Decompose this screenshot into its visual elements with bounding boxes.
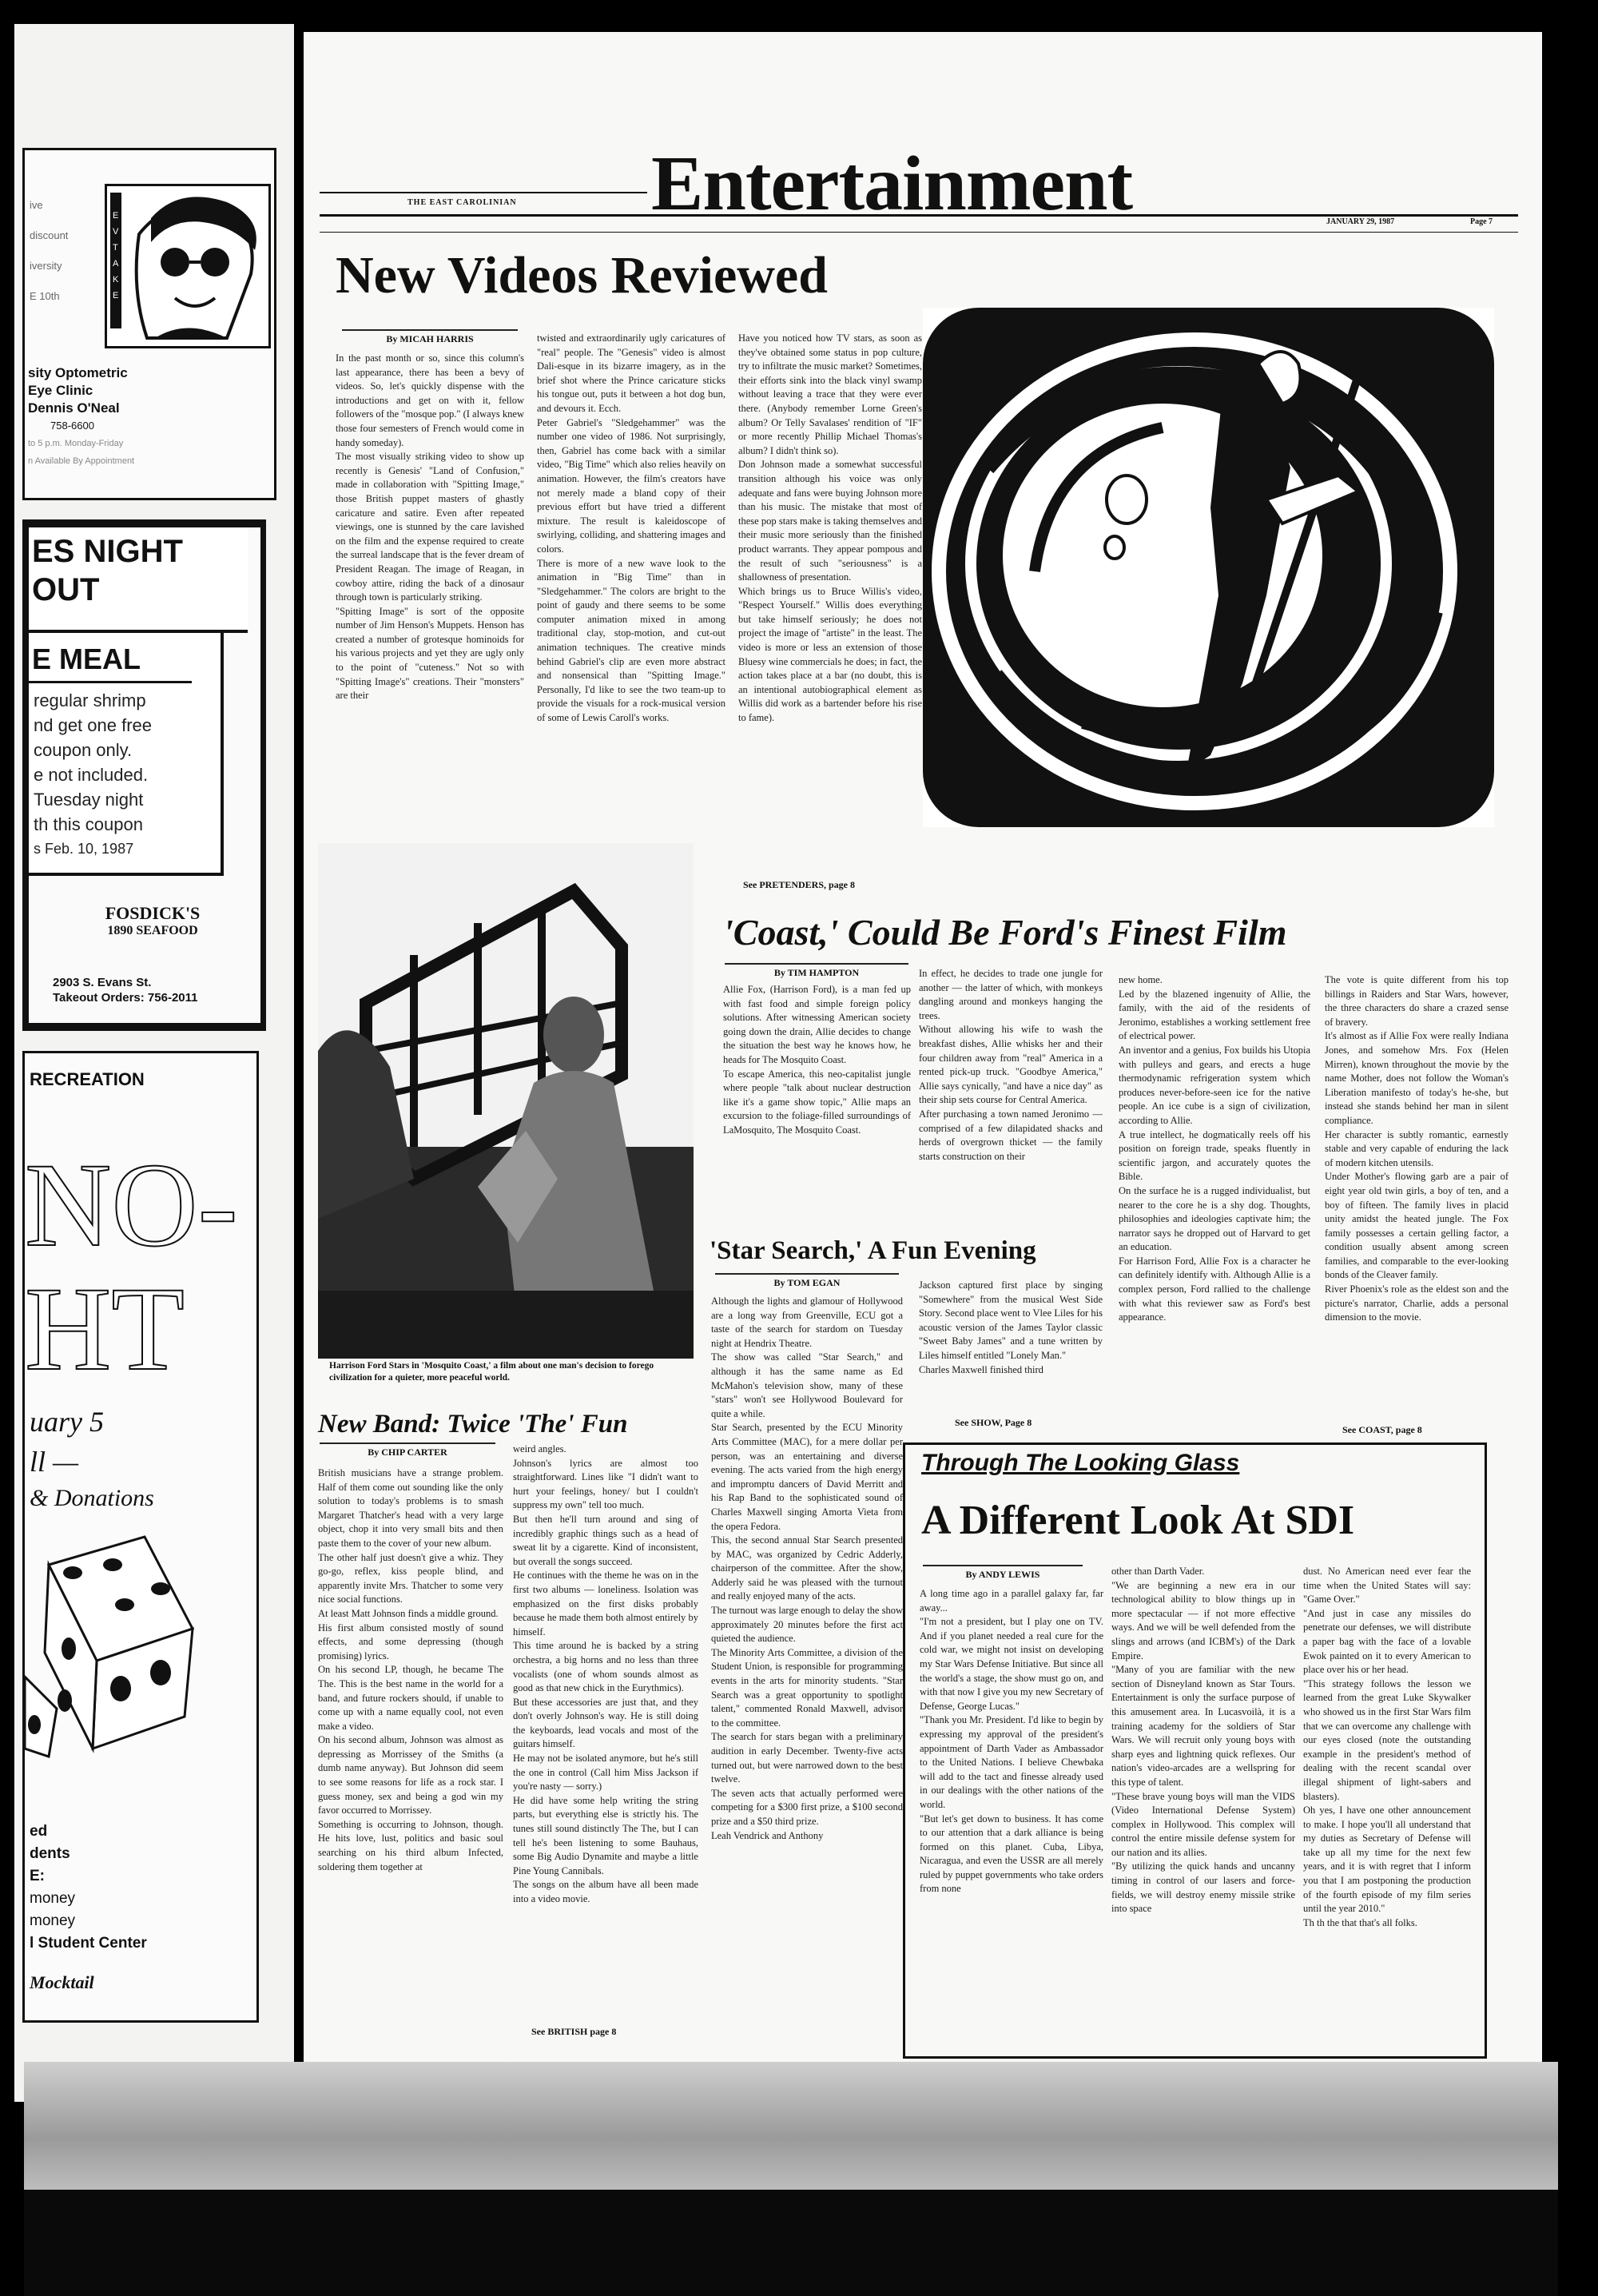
- scan-bottom-dark: [24, 2190, 1558, 2296]
- ad-optometric-text: [28, 364, 268, 470]
- ad-recreation: [22, 1051, 259, 2023]
- ad-optometric-partial-text: [30, 190, 109, 312]
- videos-see: See PRETENDERS, page 8: [743, 879, 856, 890]
- masthead-rule-top: [320, 192, 647, 193]
- fosdicks-name: FOSDICK'S: [105, 903, 201, 923]
- section-title: Entertainment: [651, 141, 1133, 227]
- swirl-figure-illustration: [923, 308, 1494, 827]
- recreation-line: money: [30, 1912, 76, 1929]
- paper-name: THE EAST CAROLINIAN: [407, 198, 517, 207]
- coupon-line: nd get one free: [34, 715, 153, 735]
- banner-line1: ES NIGHT: [32, 534, 183, 569]
- coupon-line: e not included.: [34, 765, 149, 785]
- recreation-line: E:: [30, 1868, 45, 1884]
- photo-caption: Harrison Ford Stars in 'Mosquito Coast,' a film about one man's decision to forego civilization for a quieter, more peaceful world.: [329, 1361, 654, 1383]
- optometric-hours2: n Available By Appointment: [28, 456, 135, 466]
- optometric-line3: Dennis O'Neal: [28, 400, 120, 416]
- recreation-line: ed: [30, 1823, 48, 1840]
- videos-col3: Have you noticed how TV stars, as soon as they've obtained some status in pop culture, try to infiltrate the music market? Sometimes, their efforts sink into the black vinyl swamp without leaving a trace that they were ever there. (Anybody remember Lorne Green's album? Or Telly Savalases' rendition of "IF" or more recently Phillip Michael Thomas's album? I didn't think so). Don Johnson made a somewhat successful transition although his voice was only adequate and fans were buying Johnson more than his music. The mistake that most of these pop stars make is taking themselves and their music more seriously than the finished product warrants. They appear pompous and the result of such "seriousness" is a shallowness of presentation. Which brings us to Bruce Willis's video, "Respect Yourself." Willis does everything but take himself seriously; he does not project the image of "artiste" in the least. The video is more or less an extension of those Bluesy wine commercials he does; in fact, the action takes place at a bar (no doubt, this is an intentional autobiographical element as Willis did work as a bartender before his rise to fame).: [738, 332, 922, 724]
- header-date: JANUARY 29, 1987: [1326, 217, 1395, 226]
- sdi-headline: A Different Look At SDI: [921, 1498, 1355, 1543]
- sdi-kicker: Through The Looking Glass: [921, 1450, 1240, 1476]
- coupon-line: s Feb. 10, 1987: [34, 841, 134, 857]
- sdi-col1: A long time ago in a parallel galaxy far, far away... "I'm not a president, but I play one on TV. And if you planet needed a real cure for the cold war, we might not insist on developing my Star Wars Defense Initiative. But since all the world's a stage, the show must go on, and with that now I give you my new Secretary of Defense, George Lucas." "Thank you Mr. President. I'd like to begin by expressing my approval of the president's appointment of Darth Vader as Ambassador to the United Nations. I believe Chewbaka will add to the tact and finesse already used in our dealings with the other nations of the world. "But let's get down to business. It has come to our attention that a dark alliance is being formed on this planet. Cuba, Libya, Nicaragua, and even the USSR are all merely ruled by puppet governments who take orders from none: [920, 1588, 1103, 1895]
- videos-byline: By MICAH HARRIS: [342, 329, 518, 345]
- fosdicks-takeout: Takeout Orders: 756-2011: [53, 991, 198, 1005]
- coast-col4: The vote is quite different from his top billings in Raiders and Star Wars, however, the three characters do share a crazed sense of bravery. It's almost as if Allie Fox were really Indiana Jones, and somehow Mrs. Fox (Helen Mirren), known throughout the movie by the name Mother, does not follow the Woman's Liberation manifesto of today's he-she, but instead she stands behind her man in silent compliance. Her character is subtly romantic, earnestly stable and very capable of enduring the lack of modern kitchen utensils. Under Mother's flowing garb are a pair of eight year old twin girls, a boy of ten, and a boy of fifteen. The family lives in placid unity amidst the heated jungle. The Fox family possesses a certain gelling factor, a condition usually absent among screen families, and comparable to the ever-looking bonds of the Cleaver family. River Phoenix's role as the eldest son and the picture's narrator, Charlie, adds a personal dimension to the movie.: [1325, 974, 1509, 1323]
- scan-bottom-edge: [24, 2062, 1558, 2190]
- videos-col2: twisted and extraordinarily ugly caricatures of "real" people. The "Genesis" video is almost Dali-esque in its bizarre imagery, as in the brief shot where the Prince caricature sticks his tongue out, puts it between a hot dog bun, and devours it. Ecch. Peter Gabriel's "Sledgehammer" was the number one video of 1986. Not surprisingly, then, Gabriel has come back with a similar video, "Big Time" which also relies heavily on animation. However, the film's creators have not merely made a bland copy of their previous effort but have tried a different mixture. The result is kaleidoscope of swirlying, colliding, and shattering images and colors. There is more of a new wave look to the animation in "Big Time" than in "Sledgehammer." The colors are bright to the point of gaudy and there seems to be some computer animation mixed in among traditional clay, stop-motion, and cut-out animation techniques. The creative minds behind Gabriel's clip are even more abstract and nonsensical than "Spitting Image." Personally, I'd like to see the two team-up to provide the visuals for a rock-musical version of some of Lewis Caroll's works.: [537, 332, 725, 724]
- partial-line: iversity: [30, 260, 62, 272]
- art-letter: E: [113, 211, 119, 221]
- star-headline: 'Star Search,' A Fun Evening: [710, 1236, 1036, 1265]
- illustration-box: [923, 308, 1494, 827]
- coupon-line: coupon only.: [34, 740, 133, 760]
- recreation-bottom: [30, 1820, 147, 1955]
- art-letter: T: [113, 243, 118, 253]
- star-col2: Jackson captured first place by singing "Somewhere" from the musical West Side Story. Second place went to Vlee Liles for his acoustic version of the James Taylor classic "Sweet Baby James" and a tune written by Liles himself entitled "Lonely Man." Charles Maxwell finished third: [919, 1279, 1103, 1375]
- recreation-mocktail: Mocktail: [30, 1972, 94, 1992]
- recreation-donations: & Donations: [30, 1485, 154, 1511]
- fosdicks-address: [53, 975, 252, 1005]
- coupon-lines: [29, 683, 221, 861]
- sdi-box: [903, 1442, 1487, 2059]
- art-letter: V: [113, 227, 119, 237]
- coupon-line: th this coupon: [34, 814, 143, 834]
- art-letter: E: [113, 291, 119, 300]
- header-page: Page 7: [1470, 217, 1493, 226]
- dice-icon: [25, 1533, 209, 1773]
- fosdicks-sub: 1890 SEAFOOD: [107, 924, 198, 937]
- art-letter: A: [113, 259, 119, 269]
- ad-optometric: [22, 148, 276, 500]
- coupon-line: Tuesday night: [34, 790, 144, 810]
- optometric-phone: 758-6600: [50, 420, 94, 432]
- star-see: See SHOW, Page 8: [955, 1417, 1032, 1428]
- coast-col2: In effect, he decides to trade one jungle for another — the latter of which, with monkeys dangling around and monkeys hanging the trees. Without allowing his wife to wash the breakfast dishes, Allie whisks her and their four children away from "real" America in a rented pick-up truck. "Goodbye America," Allie says cynically, "and have a nice day" as their ship sets course for Central America. After purchasing a town named Jeronimo — comprised of a few dilapidated shacks and herds of overgrown thicket — the family starts construction on their: [919, 968, 1103, 1162]
- harrison-ford-photo: [318, 843, 694, 1359]
- header-rule-bottom: [320, 232, 1518, 233]
- recreation-line: dents: [30, 1845, 70, 1862]
- coupon-meal: E MEAL: [29, 633, 192, 683]
- videos-headline: New Videos Reviewed: [336, 246, 828, 304]
- fosdicks-inner: [29, 527, 260, 1023]
- recreation-line: l Student Center: [30, 1935, 147, 1952]
- eyeglasses-face-illustration: [107, 186, 268, 346]
- optometric-line2: Eye Clinic: [28, 383, 93, 398]
- sdi-byline: By ANDY LEWIS: [923, 1565, 1083, 1581]
- photo-scene: [318, 843, 694, 1359]
- partial-line: E 10th: [30, 290, 60, 302]
- recreation-big1: NO-: [25, 1139, 238, 1271]
- band-col1: British musicians have a strange problem. Half of them come out sounding like the only solution to today's problems is to smash Margaret Thatcher's head with a very large object, chop it into very small bits and then paste them to the cover of your new album. The other half just doesn't give a whiz. They go-go, reflex, kiss people blind, and apparently invite Mrs. Thatcher to some very nice social functions. At least Matt Johnson finds a middle ground. His first album consisted mostly of sound effects, and some depressing (though promising) lyrics. On his second LP, though, he became The The. This is the best name in the world for a band, and future rockers should, if unable to come up with a name equally cool, not even make a video. On his second album, Johnson was almost as depressing as Morrissey of the Smiths (a dumb name anyway). But Johnson did seem to see some reasons for life as a rock star. I guess money, sex and being a god win my favor occurred to Morrissey. Something is occurring to Johnson, though. He hits love, lust, politics and basic soul searching on his third album Infected, soldering them together at: [318, 1467, 503, 1872]
- recreation-venue: ll —: [30, 1446, 79, 1478]
- videos-col1: In the past month or so, since this column's last appearance, there has been a bevy of videos. So, let's quickly dispense with the introductions and get on with it, fellow followers of the "mosque pop." (I always knew those four semesters of French would come in handy someday). The most visually striking video to show up recently is Genesis' "Land of Confusion," made in collaboration with "Spitting Image," those British puppet masters of ghastly caricature and satire. Even after repeated viewings, one is stunned by the care lavished on the film and the expense required to create the surreal landscape that is the fever dream of President Reagan. The image of Reagan, in cowboy attire, riding the back of a dinosaur through town is particularly striking. "Spitting Image" is sort of the opposite number of Jim Henson's Muppets. Henson has created a number of grotesque hominoids for his various projects and yet they are ugly only to the point of "cuteness." Not so with "Spitting Image's" creations. Their "monsters" are their: [336, 352, 524, 702]
- recreation-line: money: [30, 1890, 76, 1907]
- band-col2: weird angles. Johnson's lyrics are almost too straightforward. Lines like "I didn't want to hurt your feelings, honey/ but I couldn't suppress my own" tell too much. But then he'll turn around and sing of incredibly graphic things such as a head of sweat lit by a cigarette. Kind of inconsistent, but overall the songs succeed. He continues with the theme he was on in the first two albums — loneliness. Isolation was emphasized on the first disks probably because he made them both almost entirely by himself. This time around he is backed by a string orchestra, a big horns and no less than three vocalists (one of whom sounds almost as good as that new chick in the Eurythmics). But these accessories are just that, and they don't overly Johnson's way. He is still doing the keyboards, lead vocals and most of the guitars himself. He may not be isolated anymore, but he's still the one in control (Call him Miss Jackson if you're nasty — sorry.) He did have some help writing the string parts, but everything else is strictly his. The tunes still sound distinctly The The, but I can tell he's been listening to some Bauhaus, some Big Audio Dynamite and maybe a little Pine Young Cannibals. The songs on the album have all been made into a video movie.: [513, 1443, 698, 1904]
- star-col1: Although the lights and glamour of Hollywood are a long way from Greenville, ECU got a taste of the search for stardom on Tuesday night at Hendrix Theatre. The show was called "Star Search," and although it has the same name as Ed McMahon's television show, many of these "stars" won't see Hollywood Boulevard for quite a while. Star Search, presented by the ECU Minority Arts Committee (MAC), for a mere dollar per person, was an entertaining and diverse evening. The acts varied from the high energy and impromptu dancers of David Merritt and his Rap Band to the sophisticated sound of Charles Maxwell singing Amorta Vieta from the opera Fedora. This, the second annual Star Search presented by MAC, was organized by Cedric Adderly, chairperson of the committee. After the show, Adderly said he was pleased with the turnout and really enjoyed many of the acts. The turnout was large enough to delay the show approximately 20 minutes before the first act quieted the audience. The Minority Arts Committee, a division of the Student Union, is responsible for programming events in the arts for minority students. "Star Search was a great opportunity to spotlight talent," commented Ronald Maxwell, advisor to the committee. The search for stars began with a preliminary audition in early December. Twenty-five acts turned out, but were narrowed down to the best twelve. The seven acts that actually performed were competing for a $300 first prize, a $100 second prize and a $50 third prize. Leah Vendrick and Anthony: [711, 1295, 903, 1841]
- art-letter: K: [113, 275, 119, 285]
- coupon-line: regular shrimp: [34, 690, 146, 710]
- coast-col3: new home. Led by the blazened ingenuity of Allie, the family, with the aid of the residents of Jeronimo, establishes a working settlement free of electrical power. An inventor and a genius, Fox builds his Utopia with pulleys and gears, and erects a huge thermodynamic refrigeration system which produces never-before-seen ice for the native people. An ice cube is a sign of civilization, according to Allie. A true intellect, he dogmatically reels off his position on foreign trade, speaks fluently in scientific jargon, and accurately quotes the Bible. On the surface he is a rugged individualist, but nearer to the core he is a shy dog. Thoughts, philosophies and ideologies captivate him; the narrator says he dropped out of Harvard to get an education. For Harrison Ford, Allie Fox is a character he can definitely identify with. Although Allie is a complex person, Ford rallied to the challenge with what this reviewer saw as Ford's best appearance.: [1119, 974, 1310, 1323]
- ad-fosdicks: [22, 519, 266, 1031]
- ad-optometric-illustration: [105, 184, 271, 348]
- banner-line2: OUT: [32, 572, 100, 607]
- band-headline: New Band: Twice 'The' Fun: [318, 1410, 628, 1438]
- coast-col1: Allie Fox, (Harrison Ford), is a man fed up with fast food and simple foreign policy solutions. After witnessing American society going down the drain, Allie decides to change the situation the best way he knows how, he heads for The Mosquito Coast. To escape America, this neo-capitalist jungle where people "talk about nuclear destruction like it's a game show topic," Allie maps an excursion to the foliage-filled surroundings of LaMosquito, The Mosquito Coast.: [723, 984, 911, 1136]
- fosdicks-street: 2903 S. Evans St.: [53, 976, 152, 989]
- coast-see: See COAST, page 8: [1342, 1424, 1422, 1435]
- star-byline: By TOM EGAN: [715, 1273, 899, 1289]
- fosdicks-logo: [61, 903, 244, 938]
- sdi-col2: other than Darth Vader. "We are beginning a new era in our technological ability to blow things up in more spectacular — if not more effective ways. And we will be well defended from the slings and arrows (and ICBM's) of the Dark Empire. "Many of you are familiar with the new section of Disneyland known as Star Tours. Entertainment is only the surface purpose of this amusement area. In Lucasvoilà, it is a training academy for the soldiers of Star Wars. We will recruit only young boys with sharp eyes and lightning quick reflexes. Our nation's video-arcades are a wellspring for this type of talent. "These brave young boys will man the VIDS (Video International Defense System) complex in Hollywood. This complex will control the entire missile defense system for our nation and its allies. "By utilizing the quick hands and uncanny timing in control of our lasers and force-fields, we will destroy enemy missile strike into space: [1111, 1566, 1295, 1915]
- fosdicks-banner: [29, 527, 248, 633]
- recreation-big2: HT: [25, 1263, 185, 1395]
- optometric-hours: to 5 p.m. Monday-Friday: [28, 439, 124, 448]
- recreation-title: RECREATION: [30, 1069, 145, 1089]
- band-see: See BRITISH page 8: [531, 2026, 617, 2037]
- recreation-date: uary 5: [30, 1406, 104, 1438]
- partial-line: ive: [30, 199, 43, 211]
- fosdicks-coupon: [29, 630, 224, 876]
- optometric-line1: sity Optometric: [28, 365, 128, 380]
- coast-headline: 'Coast,' Could Be Ford's Finest Film: [723, 912, 1287, 953]
- band-byline: By CHIP CARTER: [320, 1442, 495, 1458]
- sdi-col3: dust. No American need ever fear the time when the United States will say: "Game Over." "And just in case any missiles do penetrate our defenses, we will distribute a paper bag with the face of a lovable Ewok painted on it to every American to place over his or her head. "This strategy follows the lesson we learned from the great Luke Skywalker who showed us in the first Star Wars film that we can overcome any challenge with our eyes closed (note the outstanding example in the president's method of dealing with the recent scandal over illegal shipment of light-sabers and blasters). Oh yes, I have one other announcement to make. I hope you'll all understand that my duties as Secretary of Defense will take up all my time for the next few years, and it is with regret that I inform you that I am postponing the production of the fourth episode of my film series until the year 2010." Th th the that that's all folks.: [1303, 1566, 1471, 1928]
- coast-byline: By TIM HAMPTON: [725, 963, 908, 979]
- partial-line: discount: [30, 229, 69, 241]
